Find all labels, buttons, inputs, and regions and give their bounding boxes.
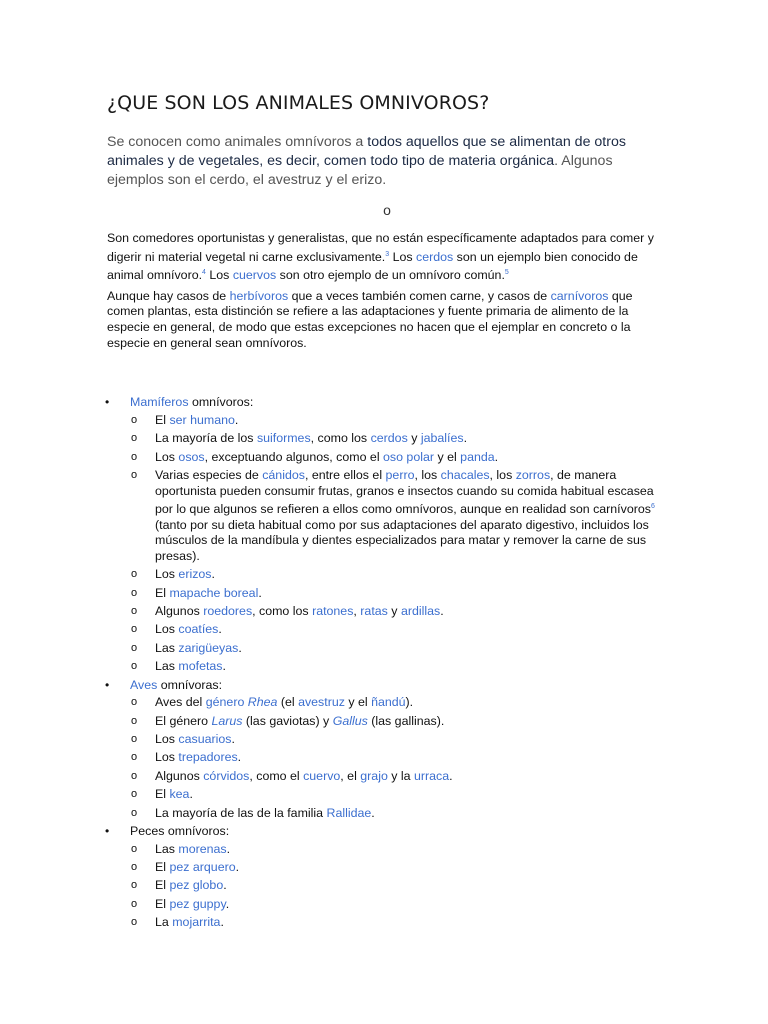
list-item [130, 750, 667, 766]
link-trepadores[interactable]: trepadores [178, 750, 238, 765]
text: El [155, 878, 170, 893]
text: . [226, 841, 231, 856]
footnote-ref[interactable]: 6 [650, 503, 655, 511]
sublist-aves [130, 695, 667, 821]
link-rhea[interactable]: Rhea [247, 695, 278, 710]
text: Varias especies de [155, 467, 263, 482]
text: son otro ejemplo de un omnívoro común. [276, 268, 505, 283]
text: que comen plantas, esta distinción se refiere a las adaptaciones y fuente primaria de alimento de la especie en general, de modo que estas excepciones no hacen que el ejemplar en concreto o la especie en general sean omnívoros. [107, 288, 633, 350]
text: . [223, 878, 227, 893]
text: Los [389, 249, 417, 264]
text: . [231, 732, 235, 746]
footnote-ref[interactable]: 5 [504, 269, 509, 277]
text: (tanto por su dieta habitual como por sus adaptaciones del aparato digestivo, incluidos los músculos de la mandíbula y dientes especializados para matar y remover la carne de sus presas). [155, 517, 649, 563]
link-avestruz[interactable]: avestruz [298, 695, 345, 710]
text: , como el [249, 768, 304, 783]
text: . [220, 915, 224, 930]
document-page [107, 92, 667, 934]
link-pez-globo[interactable]: pez globo [169, 878, 224, 893]
text: , los [489, 467, 516, 482]
circle-bullet-icon: o [131, 623, 138, 636]
text: Los [155, 622, 179, 637]
link-rallidae[interactable]: Rallidae [326, 805, 372, 820]
circle-bullet-icon: o [131, 842, 138, 855]
text: . [258, 585, 262, 600]
text: Los [155, 750, 179, 765]
text: El [155, 412, 170, 427]
link-panda[interactable]: panda [460, 449, 495, 464]
text: . [225, 896, 230, 911]
text: , como los [252, 604, 313, 619]
link-gallus[interactable]: Gallus [332, 713, 368, 728]
bullet-icon: • [105, 823, 110, 838]
link-mofetas[interactable]: mofetas [178, 659, 223, 674]
circle-bullet-icon: o [131, 586, 138, 599]
text: . [222, 659, 226, 674]
text: La [155, 915, 173, 930]
link-mojarrita[interactable]: mojarrita [172, 915, 221, 930]
circle-bullet-icon: o [131, 413, 138, 426]
text: . [218, 622, 222, 637]
text: . [371, 805, 375, 820]
link-coaties[interactable]: coatíes [178, 622, 219, 637]
text: , el [340, 768, 361, 783]
text: omnívoras: [157, 677, 223, 692]
link-cerdos[interactable]: cerdos [416, 249, 454, 264]
text: . [440, 604, 444, 619]
text: Las [155, 640, 179, 655]
link-chacales[interactable]: chacales [440, 467, 490, 482]
circle-bullet-icon: o [131, 751, 138, 764]
sublist-mamiferos [130, 413, 667, 675]
text: Algunos [155, 604, 204, 619]
text: , [353, 604, 361, 619]
omnivores-list [107, 395, 667, 931]
intro-text: Se conocen como animales omnívoros a [107, 134, 368, 150]
link-urraca[interactable]: urraca [414, 768, 450, 783]
circle-bullet-icon: o [131, 605, 138, 618]
link-canidos[interactable]: cánidos [262, 467, 305, 482]
text: y [407, 431, 421, 446]
text: Las [155, 659, 179, 674]
paragraph-1 [107, 231, 667, 284]
link-aves[interactable]: Aves [130, 677, 158, 692]
list-item [130, 787, 667, 803]
link-osos[interactable]: osos [178, 449, 205, 464]
footnote-ref[interactable]: 3 [385, 250, 390, 258]
list-item [130, 468, 667, 565]
text: y [387, 604, 401, 619]
link-ratones[interactable]: ratones [312, 604, 354, 619]
link-ser-humano[interactable]: ser humano [169, 412, 235, 427]
text: Los [155, 567, 179, 582]
link-ardillas[interactable]: ardillas [400, 604, 441, 619]
text: que a veces también comen carne, y casos de [288, 288, 551, 303]
list-item-mamiferos [107, 395, 667, 675]
text: (las gaviotas) y [242, 713, 333, 728]
circle-bullet-icon: o [131, 733, 138, 745]
list-item [130, 806, 667, 822]
text: (las gallinas). [367, 713, 445, 728]
link-cuervos[interactable]: cuervos [232, 268, 277, 283]
list-item [130, 413, 667, 429]
bullet-icon: • [105, 677, 110, 692]
link-cerdos[interactable]: cerdos [370, 431, 408, 446]
link-jabalies[interactable]: jabalíes [420, 431, 464, 446]
link-zariguyas[interactable]: zarigüeyas [178, 640, 239, 655]
link-mamiferos[interactable]: Mamíferos [130, 395, 189, 410]
text: Los [155, 732, 179, 746]
link-oso-polar[interactable]: oso polar [383, 449, 434, 464]
link-kea[interactable]: kea [169, 787, 190, 802]
list-item [130, 915, 667, 931]
list-item [130, 769, 667, 785]
list-item [130, 586, 667, 602]
circle-bullet-icon: o [131, 788, 138, 801]
text: . [211, 567, 215, 582]
circle-bullet-icon: o [131, 714, 138, 727]
circle-bullet-icon: o [131, 897, 138, 910]
text: Las [155, 841, 179, 856]
text: . [237, 750, 242, 765]
paragraph-2 [107, 289, 667, 351]
text: El [155, 787, 170, 802]
list-item [130, 732, 667, 748]
link-roedores[interactable]: roedores [203, 604, 253, 619]
text: , como los [310, 431, 371, 446]
circle-bullet-icon: o [131, 860, 138, 873]
link-carnivoros[interactable]: carnívoros [550, 288, 609, 303]
footnote-ref[interactable]: 4 [202, 269, 206, 277]
list-item [130, 641, 667, 657]
list-item [130, 659, 667, 675]
text: y el [344, 695, 372, 710]
link-pez-arquero[interactable]: pez arquero [169, 859, 236, 874]
circle-bullet-icon: o [131, 806, 138, 819]
text: Los [205, 268, 233, 283]
link-genero[interactable]: género [205, 695, 245, 710]
text: ). [405, 695, 414, 710]
circle-bullet-icon: o [131, 660, 138, 673]
circle-bullet-icon: o [131, 450, 138, 463]
list-item [130, 695, 667, 711]
text: Aves del [155, 695, 206, 710]
link-larus[interactable]: Larus [211, 713, 243, 728]
text: , los [414, 467, 441, 482]
text: Peces omnívoros: [130, 823, 230, 838]
link-suiformes[interactable]: suiformes [256, 431, 311, 446]
list-item [130, 567, 667, 583]
list-item [130, 860, 667, 876]
link-cuervo[interactable]: cuervo [303, 768, 341, 783]
intro-text: . Algunos ejemplos son el cerdo, el avestruz y el erizo. [107, 153, 613, 188]
separator-mark: o [383, 202, 391, 218]
text: Algunos [155, 768, 204, 783]
circle-bullet-icon: o [131, 568, 138, 581]
text: Los [155, 449, 179, 464]
text: . [238, 640, 242, 655]
bullet-icon: • [105, 395, 110, 410]
text: omnívoros: [188, 395, 254, 410]
link-mapache-boreal[interactable]: mapache boreal [169, 585, 259, 600]
text: (el [277, 695, 299, 710]
text: y la [387, 768, 415, 783]
list-item [130, 450, 667, 466]
link-zorros[interactable]: zorros [515, 467, 551, 482]
text: . [494, 449, 499, 464]
text: El [155, 859, 170, 874]
link-grajo[interactable]: grajo [360, 768, 388, 783]
circle-bullet-icon: o [131, 916, 138, 929]
circle-bullet-icon: o [131, 769, 138, 782]
circle-bullet-icon: o [131, 641, 138, 654]
list-item [130, 897, 667, 913]
circle-bullet-icon: o [131, 696, 138, 709]
list-item [130, 842, 667, 858]
link-nandu[interactable]: ñandú [371, 695, 406, 710]
intro-highlight-text: todos aquellos que se alimentan de otros animales y de vegetales, es decir, comen todo tipo de materia orgánica [107, 134, 626, 169]
list-item [130, 622, 667, 638]
text: , entre ellos el [304, 467, 386, 482]
circle-bullet-icon: o [131, 432, 138, 445]
text: La mayoría de los [155, 431, 257, 446]
text: . [463, 431, 468, 446]
link-ratas[interactable]: ratas [360, 604, 388, 619]
text: La mayoría de las de la familia [155, 805, 327, 820]
link-casuarios[interactable]: casuarios [178, 732, 232, 746]
text: , de manera oportunista pueden consumir frutas, granos e insectos cuando su comida habitual escasea por lo que algunos se refieren a ellos como omnívoros, aunque en realidad son carnívoros [155, 467, 654, 517]
sublist-peces [130, 842, 667, 931]
text: El [155, 896, 170, 911]
link-erizos[interactable]: erizos [178, 567, 212, 582]
text: . [234, 412, 239, 427]
link-corvidos[interactable]: córvidos [203, 768, 250, 783]
text: . [235, 859, 240, 874]
page-title: ¿QUE SON LOS ANIMALES OMNIVOROS? [107, 92, 490, 114]
list-item [130, 878, 667, 894]
text: y el [434, 449, 461, 464]
link-herbivoros[interactable]: herbívoros [229, 288, 289, 303]
link-morenas[interactable]: morenas [178, 841, 227, 856]
circle-bullet-icon: o [131, 879, 138, 892]
text: El [155, 585, 170, 600]
text: , exceptuando algunos, como el [204, 449, 384, 464]
link-pez-guppy[interactable]: pez guppy [169, 896, 226, 911]
text: son un ejemplo bien conocido de animal omnívoro. [107, 249, 638, 283]
list-item [130, 431, 667, 447]
intro-paragraph [107, 133, 667, 190]
list-item-aves [107, 678, 667, 822]
text: Son comedores oportunistas y generalistas, que no están específicamente adaptados para comer y digerir ni material vegetal ni carne exclusivamente. [107, 231, 654, 264]
list-item-peces [107, 824, 667, 931]
list-item [130, 714, 667, 730]
list-item [130, 604, 667, 620]
text: . [189, 787, 193, 802]
link-perro[interactable]: perro [385, 467, 415, 482]
text: . [449, 768, 453, 783]
text: Aunque hay casos de [107, 288, 230, 303]
text: El género [155, 713, 212, 728]
circle-bullet-icon: o [131, 468, 138, 481]
